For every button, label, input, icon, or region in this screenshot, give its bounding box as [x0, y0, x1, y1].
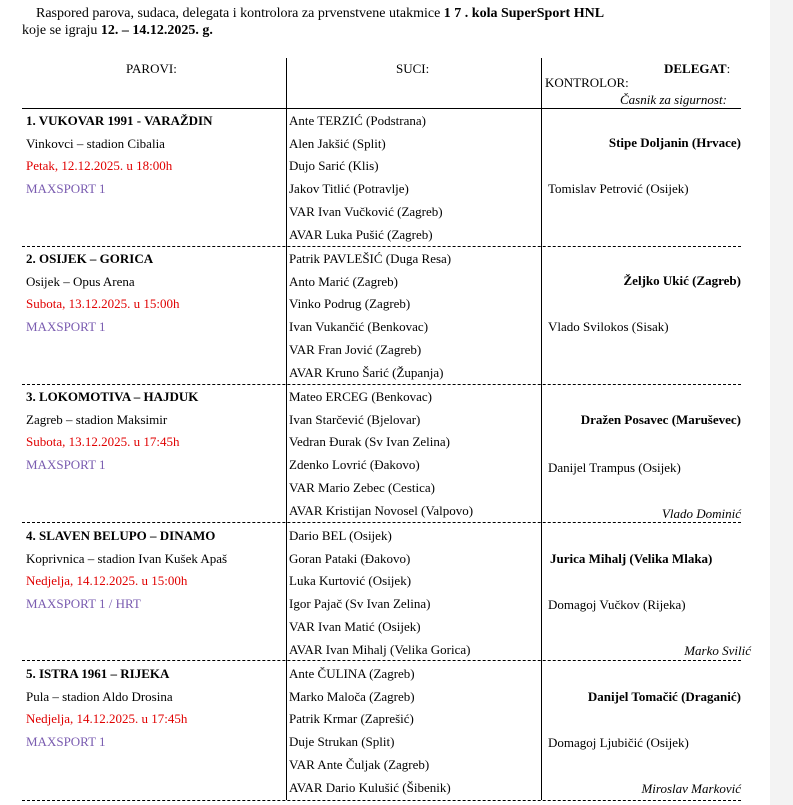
referee-var: VAR Fran Jović (Zagreb)	[289, 341, 422, 357]
security-officer: Marko Svilić	[684, 643, 751, 658]
referee-assistant: Goran Pataki (Đakovo)	[289, 550, 411, 566]
delegate: Stipe Doljanin (Hrvace)	[608, 135, 741, 150]
match-date: Subota, 13.12.2025. u 15:00h	[26, 296, 180, 312]
match-block	[26, 248, 179, 339]
match-title: 5. ISTRA 1961 – RIJEKA	[26, 666, 170, 681]
controller: Tomislav Petrović (Osijek)	[548, 181, 689, 196]
referee-fourth: Jakov Titlić (Potravlje)	[289, 181, 409, 197]
col-head-controller: KONTROLOR:	[545, 75, 629, 90]
referee-assistant: Dujo Sarić (Klis)	[289, 158, 379, 174]
referees-block	[289, 386, 473, 522]
controller: Danijel Trampus (Osijek)	[548, 460, 681, 475]
referee-main: Ante TERZIĆ (Podstrana)	[289, 113, 426, 128]
match-tv: MAXSPORT 1	[26, 457, 106, 473]
header-round: 1 7 . kola SuperSport HNL	[443, 6, 605, 21]
scrollbar-track[interactable]	[770, 0, 793, 805]
match-tv: MAXSPORT 1 / HRT	[26, 596, 141, 612]
referee-assistant: Marko Maloča (Zagreb)	[289, 688, 415, 704]
referee-assistant: Patrik Krmar (Zaprešić)	[289, 711, 414, 727]
header-text: Raspored parova, sudaca, delegata i kontrolora za prvenstvene utakmice	[36, 6, 441, 21]
col-head-security: Časnik za sigurnost:	[620, 92, 727, 107]
header-line-2	[22, 22, 762, 39]
referee-avar: AVAR Ivan Mihalj (Velika Gorica)	[289, 641, 471, 657]
referees-block	[289, 248, 451, 384]
delegate-colon: :	[726, 61, 731, 76]
controller: Vlado Svilokos (Sisak)	[548, 319, 669, 334]
match-date: Subota, 13.12.2025. u 17:45h	[26, 434, 180, 450]
match-block	[26, 525, 227, 616]
match-title: 2. OSIJEK – GORICA	[26, 251, 154, 266]
referee-main: Dario BEL (Osijek)	[289, 528, 392, 543]
referee-assistant: Luka Kurtović (Osijek)	[289, 573, 412, 589]
header-dates: 12. – 14.12.2025. g.	[100, 23, 213, 38]
match-date: Petak, 12.12.2025. u 18:00h	[26, 158, 173, 174]
match-date: Nedjelja, 14.12.2025. u 15:00h	[26, 573, 188, 589]
match-block	[26, 663, 187, 754]
referee-assistant: Vinko Podrug (Zagreb)	[289, 296, 411, 312]
referee-var: VAR Ante Čuljak (Zagreb)	[289, 756, 430, 772]
controller: Domagoj Vučkov (Rijeka)	[548, 597, 686, 612]
referees-block	[289, 663, 451, 799]
security-officer: Miroslav Marković	[641, 781, 741, 796]
header-line-1	[22, 5, 762, 22]
match-tv: MAXSPORT 1	[26, 734, 106, 750]
referee-var: VAR Ivan Vučković (Zagreb)	[289, 203, 443, 219]
referee-fourth: Zdenko Lovrić (Đakovo)	[289, 457, 420, 473]
col-head-referees: SUCI:	[396, 61, 430, 76]
match-tv: MAXSPORT 1	[26, 319, 106, 335]
header-separator	[22, 108, 741, 109]
match-block	[26, 386, 198, 477]
match-venue: Koprivnica – stadion Ivan Kušek Apaš	[26, 550, 228, 566]
column-divider-1	[286, 58, 287, 800]
match-venue: Zagreb – stadion Maksimir	[26, 411, 168, 427]
match-venue: Pula – stadion Aldo Drosina	[26, 688, 173, 704]
referee-avar: AVAR Kruno Šarić (Županja)	[289, 364, 444, 380]
referee-avar: AVAR Luka Pušić (Zagreb)	[289, 226, 433, 242]
referees-block	[289, 110, 443, 246]
controller: Domagoj Ljubičić (Osijek)	[548, 735, 689, 750]
delegate: Dražen Posavec (Maruševec)	[580, 412, 741, 427]
col-head-delegate	[664, 61, 730, 77]
delegate: Željko Ukić (Zagreb)	[623, 273, 741, 288]
referee-fourth: Ivan Vukančić (Benkovac)	[289, 319, 429, 335]
referee-main: Mateo ERCEG (Benkovac)	[289, 389, 432, 404]
referee-fourth: Duje Strukan (Split)	[289, 734, 395, 750]
referee-main: Ante ČULINA (Zagreb)	[289, 666, 415, 681]
match-venue: Osijek – Opus Arena	[26, 273, 135, 289]
referee-assistant: Ivan Starčević (Bjelovar)	[289, 411, 421, 427]
referee-var: VAR Mario Zebec (Cestica)	[289, 479, 435, 495]
referee-assistant: Vedran Đurak (Sv Ivan Zelina)	[289, 434, 450, 450]
match-title: 1. VUKOVAR 1991 - VARAŽDIN	[26, 113, 213, 128]
match-title: 4. SLAVEN BELUPO – DINAMO	[26, 528, 216, 543]
referees-block	[289, 525, 471, 661]
header-prefix: koje se igraju	[22, 23, 98, 38]
match-venue: Vinkovci – stadion Cibalia	[26, 135, 165, 151]
match-date: Nedjelja, 14.12.2025. u 17:45h	[26, 711, 188, 727]
delegate-label: DELEGAT	[664, 61, 727, 76]
referee-assistant: Anto Marić (Zagreb)	[289, 273, 399, 289]
referee-var: VAR Ivan Matić (Osijek)	[289, 618, 421, 634]
document-header	[22, 5, 762, 39]
referee-avar: AVAR Kristijan Novosel (Valpovo)	[289, 502, 474, 518]
referee-main: Patrik PAVLEŠIĆ (Duga Resa)	[289, 251, 452, 266]
referee-avar: AVAR Dario Kulušić (Šibenik)	[289, 779, 451, 795]
referee-assistant: Alen Jakšić (Split)	[289, 135, 386, 151]
match-title: 3. LOKOMOTIVA – HAJDUK	[26, 389, 199, 404]
match-tv: MAXSPORT 1	[26, 181, 106, 197]
col-head-pairs: PAROVI:	[126, 61, 177, 76]
referee-fourth: Igor Pajač (Sv Ivan Zelina)	[289, 596, 431, 612]
match-block	[26, 110, 212, 201]
delegate: Danijel Tomačić (Draganić)	[587, 689, 741, 704]
delegate: Jurica Mihalj (Velika Mlaka)	[550, 551, 713, 566]
security-officer: Vlado Dominić	[661, 506, 741, 521]
column-divider-2	[541, 58, 542, 800]
